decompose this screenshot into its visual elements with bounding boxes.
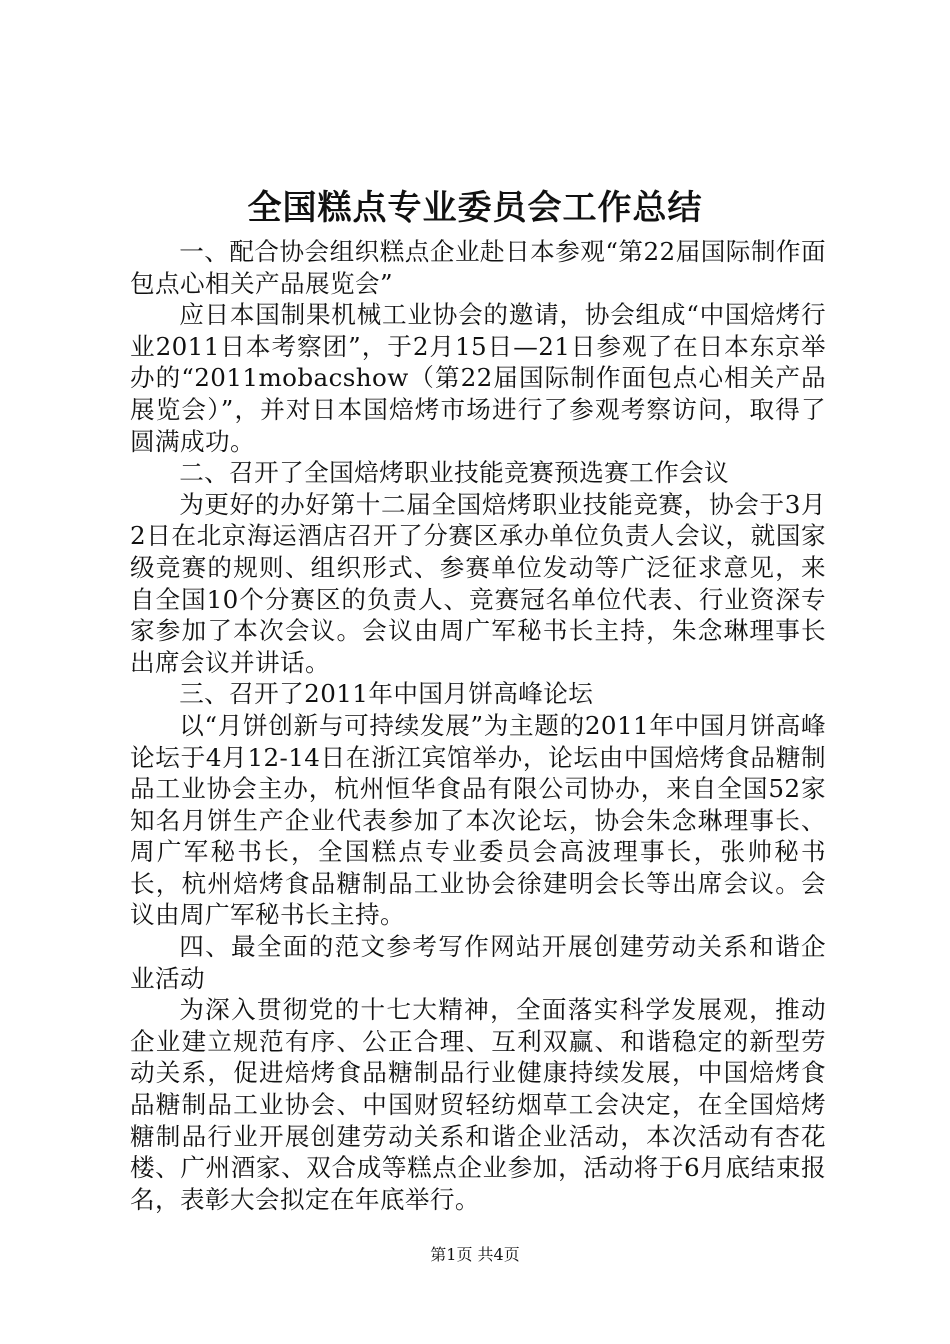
section-heading-1: 一、配合协会组织糕点企业赴日本参观“第22届国际制作面包点心相关产品展览会” (130, 237, 826, 298)
section-heading-4: 四、最全面的范文参考写作网站开展创建劳动关系和谐企业活动 (130, 932, 826, 993)
section-heading-2: 二、召开了全国焙烤职业技能竞赛预选赛工作会议 (179, 458, 730, 488)
document-title: 全国糕点专业委员会工作总结 (247, 188, 703, 228)
section-paragraph-3: 以“月饼创新与可持续发展”为主题的2011年中国月饼高峰论坛于4月12-14日在浙江宾馆举办，论坛由中国焙烤食品糖制品工业协会主办，杭州恒华食品有限公司协办，来自全国52家知名月饼生产企业代表参加了本次论坛，协会朱念琳理事长、周广军秘书长，全国糕点专业委员会高波理事长，张帅秘书长，杭州焙烤食品糖制品工业协会徐建明会长等出席会议。会议由周广军秘书长主持。 (130, 710, 826, 930)
document-body (130, 236, 826, 1215)
section-paragraph-2: 为更好的办好第十二届全国焙烤职业技能竞赛，协会于3月2日在北京海运酒店召开了分赛区承办单位负责人会议，就国家级竞赛的规则、组织形式、参赛单位发动等广泛征求意见，来自全国10个分赛区的负责人、竞赛冠名单位代表、行业资深专家参加了本次会议。会议由周广军秘书长主持，朱念琳理事长出席会议并讲话。 (130, 489, 826, 677)
section-heading-3: 三、召开了2011年中国月饼高峰论坛 (179, 679, 594, 709)
section-paragraph-1: 应日本国制果机械工业协会的邀请，协会组成“中国焙烤行业2011日本考察团”，于2月15日—21日参观了在日本东京举办的“2011mobacshow（第22届国际制作面包点心相关产品展览会）”，并对日本国焙烤市场进行了参观考察访问，取得了圆满成功。 (130, 300, 826, 456)
page-number-footer: 第1页 共4页 (430, 1245, 520, 1264)
section-paragraph-4: 为深入贯彻党的十七大精神，全面落实科学发展观，推动企业建立规范有序、公正合理、互利双赢、和谐稳定的新型劳动关系，促进焙烤食品糖制品行业健康持续发展，中国焙烤食品糖制品工业协会、中国财贸轻纺烟草工会决定，在全国焙烤糖制品行业开展创建劳动关系和谐企业活动，本次活动有杏花楼、广州酒家、双合成等糕点企业参加，活动将于6月底结束报名，表彰大会拟定在年底举行。 (130, 995, 826, 1214)
